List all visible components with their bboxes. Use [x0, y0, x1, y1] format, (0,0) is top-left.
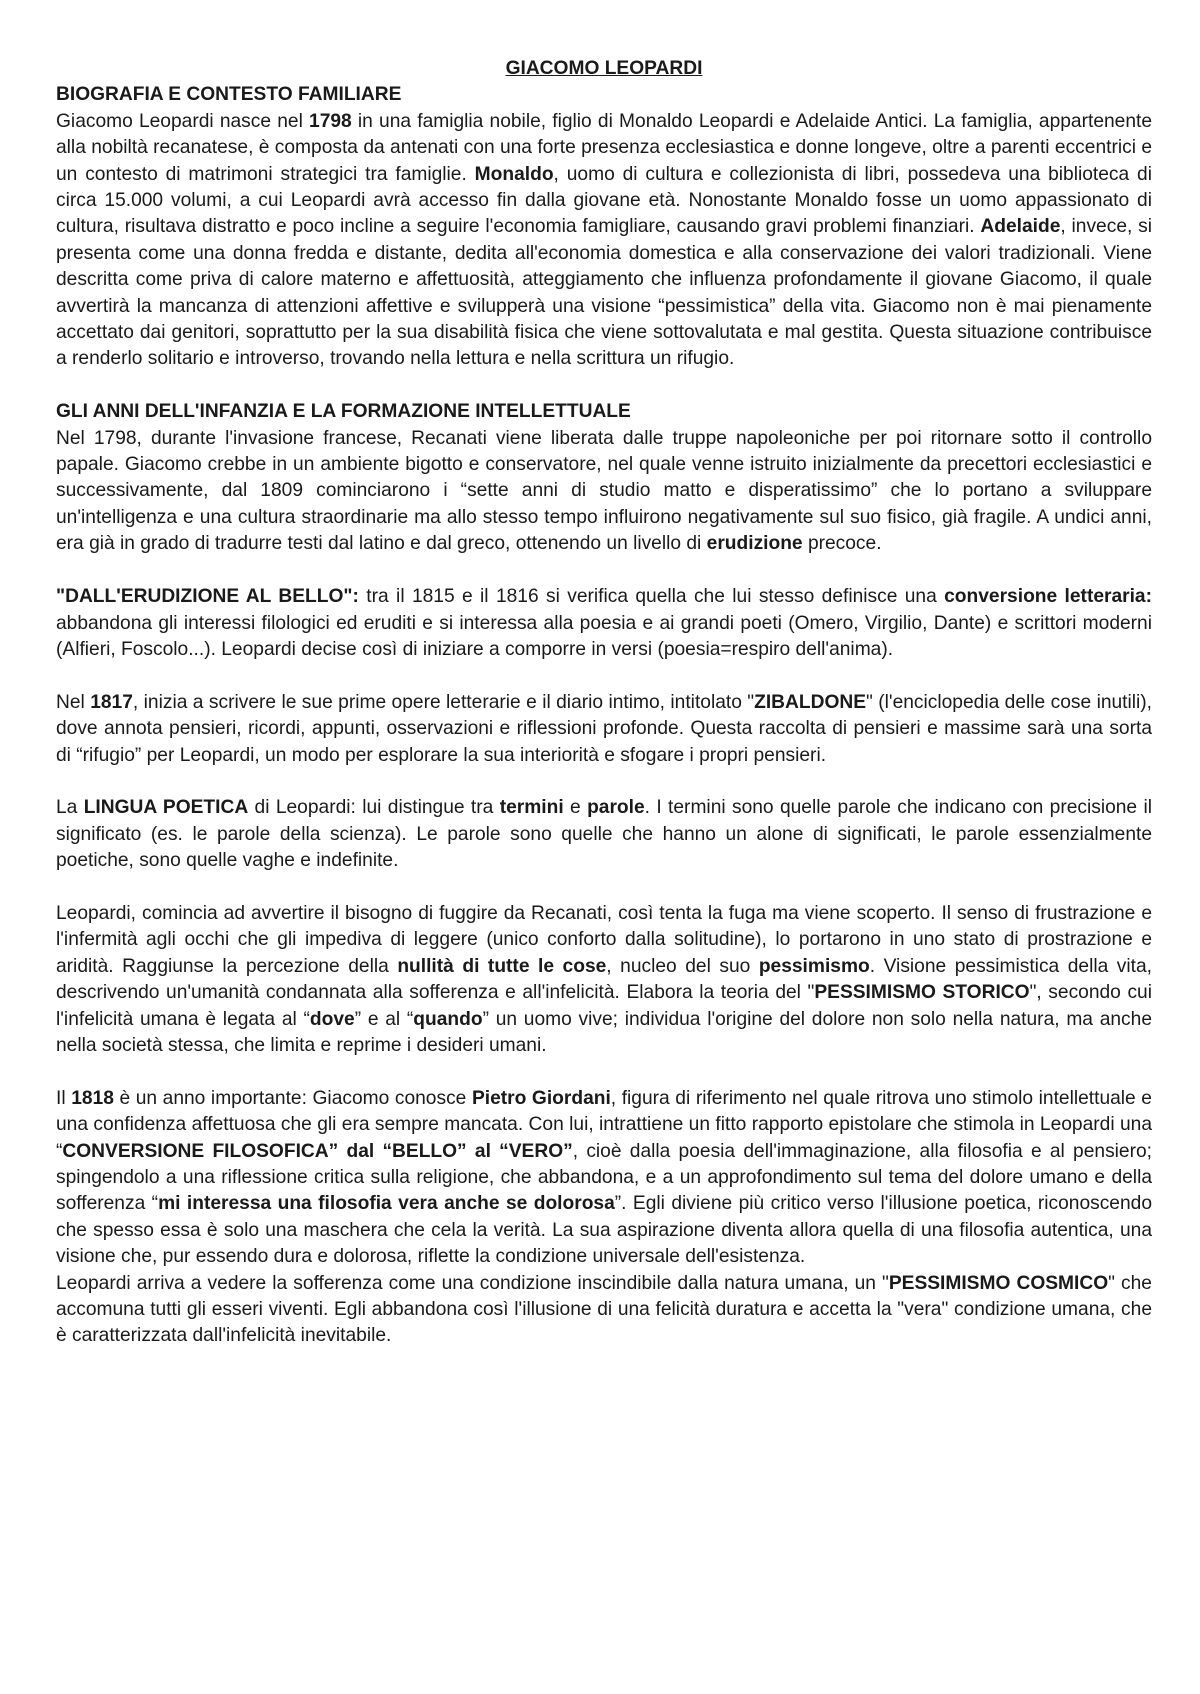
bold-run: Monaldo: [474, 163, 554, 185]
paragraph-biografia: [56, 109, 1152, 373]
text-run: La: [56, 797, 84, 819]
text-run: è un anno importante: Giacomo conosce: [113, 1087, 472, 1109]
bold-run: Pietro Giordani: [471, 1087, 611, 1109]
text-run: Nel: [56, 691, 91, 713]
paragraph-infanzia: [56, 426, 1152, 558]
bold-run: nullità di tutte le cose: [397, 955, 607, 977]
bold-run: conversione letteraria:: [944, 586, 1152, 608]
bold-run: "DALL'ERUDIZIONE AL BELLO":: [56, 586, 359, 608]
text-run: , cioè dalla poesia dell'immaginazione, alla filosofia e al pensiero; spingendolo a una riflessione critica sulla religione, che abbandona, e a un approfondimento sul tema del dolore umano e della sofferenza “: [56, 1140, 1152, 1215]
text-run: ” un uomo vive; individua l'origine del dolore non solo nella natura, ma anche nella società stessa, che limita e reprime i desideri umani.: [56, 1008, 1152, 1056]
section-heading-biografia: BIOGRAFIA E CONTESTO FAMILIARE: [56, 84, 402, 106]
paragraph-lingua-poetica: [56, 795, 1152, 874]
paragraph-zibaldone: [56, 690, 1152, 769]
text-run: , invece, si presenta come una donna fredda e distante, dedita all'economia domestica e alla conservazione dei valori tradizionali. Viene descritta come priva di calore materno e affettuosità, atteggiamento che influenza profondamente il giovane Giacomo, il quale avvertirà la mancanza di attenzioni affettive e svilupperà una visione “pessimistica” della vita. Giacomo non è mai pienamente accettato dai genitori, soprattutto per la sua disabilità fisica che viene sottovalutata e mal gestita. Questa situazione contribuisce a renderlo solitario e introverso, trovando nella lettura e nella scrittura un rifugio.: [56, 216, 1152, 370]
text-run: Giacomo Leopardi nasce nel: [56, 110, 310, 132]
bold-run: quando: [413, 1008, 483, 1030]
bold-run: PESSIMISMO COSMICO: [888, 1272, 1109, 1294]
text-run: , uomo di cultura e collezionista di libri, possedeva una biblioteca di circa 15.000 volumi, a cui Leopardi avrà accesso fin dalla giovane età. Nonostante Monaldo fosse un uomo appassionato di cultura, risultava distratto e poco incline a seguire l'economia famigliare, causando gravi problemi finanziari.: [56, 163, 1152, 238]
text-run: Leopardi, comincia ad avvertire il bisogno di fuggire da Recanati, così tenta la fuga ma viene scoperto. Il senso di frustrazione e l'infermità agli occhi che gli impediva di leggere (unico conforto dalla solitudine), lo portarono in uno stato di prostrazione e aridità. Raggiunse la percezione della: [56, 902, 1152, 977]
bold-run: mi interessa una filosofia vera anche se dolorosa: [158, 1193, 615, 1215]
bold-run: LINGUA POETICA: [83, 797, 249, 819]
text-run: , inizia a scrivere le sue prime opere letterarie e il diario intimo, intitolato ": [132, 691, 755, 713]
bold-run: 1818: [71, 1087, 114, 1109]
text-run: abbandona gli interessi filologici ed eruditi e si interessa alla poesia e ai grandi poeti (Omero, Virgilio, Dante) e scrittori moderni (Alfieri, Foscolo...). Leopardi decise così di iniziare a comporre in versi (poesia=respiro dell'anima).: [56, 612, 1152, 660]
bold-run: ZIBALDONE: [754, 691, 867, 713]
bold-run: pessimismo: [758, 955, 870, 977]
paragraph-erudizione-bello: [56, 584, 1152, 663]
text-run: . I termini sono quelle parole che indicano con precisione il significato (es. le parole della scienza). Le parole sono quelle che hanno un alone di significati, le parole essenzialmente poetiche, sono quelle vaghe e indefinite.: [56, 797, 1152, 872]
bold-run: PESSIMISMO STORICO: [814, 982, 1030, 1004]
bold-run: dove: [309, 1008, 355, 1030]
text-run: Nel 1798, durante l'invasione francese, Recanati viene liberata dalle truppe napoleoniche per poi ritornare sotto il controllo papale. Giacomo crebbe in un ambiente bigotto e conservatore, nel quale venne istruito inizialmente da precettori ecclesiastici e successivamente, dal 1809 cominciarono i “sette anni di studio matto e disperatissimo” che lo portano a sviluppare un'intelligenza e una cultura straordinarie ma allo stesso tempo influirono negativamente sul suo fisico, già fragile. A undici anni, era già in grado di tradurre testi dal latino e dal greco, ottenendo un livello di: [56, 427, 1152, 555]
bold-run: CONVERSIONE FILOSOFICA” dal “BELLO” al “VERO”: [62, 1140, 573, 1162]
text-run: e: [563, 797, 588, 819]
bold-run: 1817: [90, 691, 133, 713]
text-run: Leopardi arriva a vedere la sofferenza come una condizione inscindibile dalla natura umana, un ": [56, 1272, 889, 1294]
text-run: . Visione pessimistica della vita, descrivendo un'umanità condannata alla sofferenza e all'infelicità. Elabora la teoria del ": [56, 955, 1152, 1004]
text-run: tra il 1815 e il 1816 si verifica quella che lui stesso definisce una: [358, 586, 945, 608]
text-run: ” e al “: [354, 1008, 414, 1030]
document-title: GIACOMO LEOPARDI: [505, 58, 703, 79]
paragraph-pessimismo-storico: [56, 901, 1152, 1059]
paragraph-pessimismo-cosmico: [56, 1271, 1152, 1350]
section-heading-infanzia: GLI ANNI DELL'INFANZIA E LA FORMAZIONE INTELLETTUALE: [56, 401, 631, 423]
text-run: ”. Egli diviene più critico verso l'illusione poetica, riconoscendo che spesso essa è solo una maschera che cela la verità. La sua aspirazione diventa allora quella di una filosofia autentica, una visione che, pur essendo dura e dolorosa, riflette la condizione universale dell'esistenza.: [56, 1193, 1152, 1268]
text-run: " (l'enciclopedia delle cose inutili), dove annota pensieri, ricordi, appunti, osservazioni e riflessioni profonde. Questa raccolta di pensieri e massime sarà una sorta di “rifugio” per Leopardi, un modo per esplorare la sua interiorità e sfogare i propri pensieri.: [56, 691, 1153, 766]
text-run: in una famiglia nobile, figlio di Monaldo Leopardi e Adelaide Antici. La famiglia, appartenente alla nobiltà recanatese, è composta da antenati con una forte presenza ecclesiastica e donne longeve, oltre a parenti eccentrici e un contesto di matrimoni strategici tra famiglie.: [56, 110, 1153, 185]
bold-run: 1798: [309, 110, 352, 132]
text-run: ", secondo cui l'infelicità umana è legata al “: [56, 982, 1152, 1030]
text-run: di Leopardi: lui distingue tra: [248, 797, 500, 819]
text-run: Il: [56, 1087, 72, 1109]
text-run: , figura di riferimento nel quale ritrova uno stimolo intellettuale e una confidenza affettuosa che gli era sempre mancata. Con lui, intrattiene un fitto rapporto epistolare che stimola in Leopardi una “: [56, 1087, 1152, 1162]
bold-run: parole: [587, 797, 645, 819]
bold-run: erudizione: [706, 533, 803, 555]
bold-run: Adelaide: [980, 216, 1061, 238]
text-run: " che accomuna tutti gli esseri viventi. Egli abbandona così l'illusione di una felicità duratura e accetta la "vera" condizione umana, che è caratterizzata dall'infelicità inevitabile.: [56, 1272, 1152, 1347]
text-run: , nucleo del suo: [606, 955, 759, 977]
paragraph-conversione-filosofica: [56, 1086, 1152, 1271]
bold-run: termini: [499, 797, 564, 819]
text-run: precoce.: [802, 533, 882, 555]
